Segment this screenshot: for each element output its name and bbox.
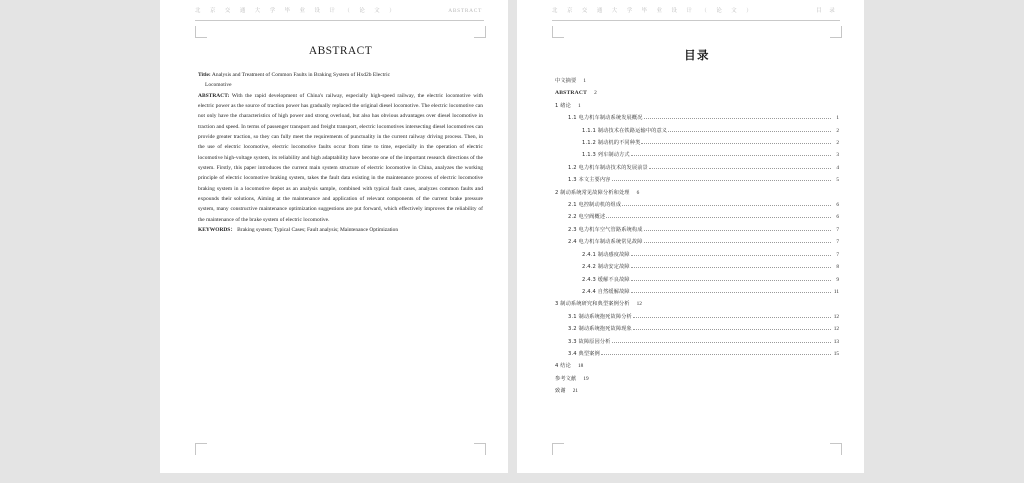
abstract-paragraph <box>198 91 483 225</box>
toc-list <box>555 75 839 398</box>
toc-entry-label: 1.1.2 制动机的不同种类 <box>582 140 641 147</box>
toc-entry-label: 2.3 电力机车空气管路系统构成 <box>568 226 643 233</box>
toc-entry[interactable] <box>555 174 839 186</box>
toc-entry-label: 3.3 故障原因分析 <box>568 338 611 345</box>
page-title: ABSTRACT <box>308 45 373 57</box>
header-left-text: 北 京 交 通 大 学 毕 业 设 计 （ 论 文 ） <box>552 8 756 14</box>
margin-crop-mark-bottom-right <box>474 443 486 455</box>
toc-entry-label: 1.3 本文主要内容 <box>568 177 611 184</box>
toc-dot-leader <box>601 353 831 355</box>
toc-entry[interactable] <box>555 298 839 310</box>
page-running-header <box>552 7 840 21</box>
abstract-label: ABSTRACT: <box>198 92 230 99</box>
header-left-text: 北 京 交 通 大 学 毕 业 设 计 （ 论 文 ） <box>195 8 399 14</box>
toc-dot-leader <box>644 229 831 231</box>
toc-dot-leader <box>631 279 831 281</box>
toc-entry-page-number: 13 <box>833 338 839 345</box>
toc-entry[interactable] <box>555 286 839 298</box>
toc-entry[interactable] <box>555 274 839 286</box>
toc-entry-page-number: 11 <box>833 288 839 295</box>
toc-entry-page-number: 19 <box>583 375 589 382</box>
thesis-title-line <box>198 70 483 91</box>
toc-entry[interactable] <box>555 336 839 348</box>
toc-dot-leader <box>631 154 831 156</box>
toc-entry[interactable] <box>555 348 839 360</box>
toc-dot-leader <box>631 254 831 256</box>
toc-entry[interactable] <box>555 360 839 372</box>
toc-entry[interactable] <box>555 311 839 323</box>
toc-dot-leader <box>631 266 831 268</box>
margin-crop-mark-bottom-right <box>830 443 842 455</box>
toc-dot-leader <box>649 167 831 169</box>
toc-entry-label: 1 绪论 <box>555 102 571 109</box>
toc-dot-leader <box>633 328 831 330</box>
document-page-abstract[interactable] <box>160 0 508 473</box>
abstract-body <box>198 34 483 241</box>
toc-entry-page-number: 1 <box>577 102 581 109</box>
toc-entry[interactable] <box>555 385 839 397</box>
abstract-text: With the rapid development of China's railway, especially high-speed railway, the electric locomotive with electric power as the source of traction power has gradually replaced the original diesel locomotive. The electric locomotive can not only have the characteristics of high power and strong overload, but also has obvious advantages over diesel locomotive in traction and speed. In terms of passenger transport and freight transport, electric locomotives intersecting diesel locomotives can provide greater traction, so they can fully meet the requirements of punctuality in the current railway driving process. Then, in the use of electric locomotive, electric locomotive faults occur from time to time, especially in the operation of electric locomotive high-voltage system, its reliability and high adaptability have become one of the important research directions of the system. Firstly, this paper introduces the current main system structure of electric locomotive in China, analyzes the working principle of electric locomotive braking system, takes the fault data existing in the maintenance process of electric locomotive braking system in a locomotive depot as an analysis sample, combined with typical fault cases, analyzes common faults and expounds their solutions, Aiming at the maintenance and application of relevant components of the current brake pressure system, many constructive maintenance optimization suggestions are put forward, which effectively improves the reliability of the maintenance of the brake system of electric locomotive. <box>198 92 483 223</box>
toc-entry-label: 中文摘要 <box>555 78 577 84</box>
toc-entry-page-number: 1 <box>583 78 587 84</box>
toc-entry[interactable] <box>555 249 839 261</box>
toc-dot-leader <box>631 291 831 293</box>
toc-entry-label: 3.2 制动系统抱死故障现象 <box>568 326 632 333</box>
keywords-line <box>198 225 483 235</box>
toc-dot-leader <box>641 142 831 144</box>
toc-entry[interactable] <box>555 224 839 236</box>
toc-entry-page-number: 2 <box>594 90 597 97</box>
toc-entry[interactable] <box>555 162 839 174</box>
toc-entry[interactable] <box>555 125 839 137</box>
toc-entry-page-number: 7 <box>836 239 839 246</box>
toc-entry-label: 1.1 电力机车制动系统发展概况 <box>568 115 643 122</box>
toc-entry[interactable] <box>555 211 839 223</box>
toc-entry[interactable] <box>555 261 839 273</box>
toc-entry-page-number: 8 <box>836 264 839 271</box>
toc-entry-label: 2.4.1 制动感度故障 <box>582 251 630 258</box>
thesis-title-continuation: Locomotive <box>205 82 232 89</box>
toc-entry[interactable] <box>555 75 839 87</box>
toc-entry-label: 2.2 电空阀概述 <box>568 214 606 221</box>
toc-dot-leader <box>612 179 831 181</box>
thesis-title-text: Analysis and Treatment of Common Faults in Braking System of Hxd2b Electric <box>211 72 391 78</box>
toc-entry-page-number: 2 <box>836 140 839 147</box>
toc-entry-label: ABSTRACT <box>555 90 588 97</box>
toc-dot-leader <box>668 130 831 132</box>
toc-entry[interactable] <box>555 87 839 99</box>
toc-entry-page-number: 7 <box>836 251 839 258</box>
toc-entry-page-number: 6 <box>636 189 640 196</box>
toc-entry-label: 2.4.2 制动安定故障 <box>582 264 630 271</box>
toc-entry[interactable] <box>555 149 839 161</box>
page-running-header <box>195 7 484 21</box>
toc-entry-page-number: 15 <box>833 350 839 357</box>
keywords-label: KEYWORDS： <box>198 227 236 234</box>
toc-entry-label: 2.4.3 缓解不良故障 <box>582 276 630 283</box>
toc-entry[interactable] <box>555 199 839 211</box>
toc-entry-page-number: 3 <box>836 152 839 159</box>
toc-entry-label: 2 制动系统常见故障分析和处理 <box>555 189 630 196</box>
toc-dot-leader <box>606 216 831 218</box>
toc-entry-page-number: 1 <box>836 115 839 122</box>
toc-entry-label: 2.4.4 自然缓解故障 <box>582 288 630 295</box>
toc-entry[interactable] <box>555 236 839 248</box>
toc-dot-leader <box>612 341 831 343</box>
toc-entry[interactable] <box>555 137 839 149</box>
toc-dot-leader <box>622 204 831 206</box>
document-page-toc[interactable] <box>517 0 864 473</box>
toc-entry-label: 2.4 电力机车制动系统常见故障 <box>568 239 643 246</box>
header-right-text: 目 录 <box>816 8 838 14</box>
toc-body <box>555 34 839 398</box>
toc-entry-label: 4 结论 <box>555 363 571 370</box>
toc-entry-page-number: 21 <box>572 388 578 395</box>
toc-entry-label: 1.1.1 制动技术在铁路运输中的意义 <box>582 127 668 134</box>
toc-dot-leader <box>633 316 831 318</box>
toc-entry[interactable] <box>555 100 839 112</box>
toc-dot-leader <box>644 241 831 243</box>
toc-entry-page-number: 6 <box>836 202 839 209</box>
toc-entry-page-number: 2 <box>836 127 839 134</box>
toc-entry[interactable] <box>555 112 839 124</box>
thesis-title-label: Title: <box>198 72 211 78</box>
toc-entry-label: 3.1 制动系统抱死故障分析 <box>568 313 632 320</box>
toc-entry-label: 参考文献 <box>555 375 577 382</box>
toc-entry-page-number: 5 <box>836 177 839 184</box>
toc-entry-page-number: 12 <box>833 313 839 320</box>
margin-crop-mark-bottom-left <box>195 443 207 455</box>
header-right-text: ABSTRACT <box>448 8 482 14</box>
toc-entry-label: 2.1 电控制动机的组成 <box>568 202 622 209</box>
margin-crop-mark-bottom-left <box>552 443 564 455</box>
toc-entry-label: 1.1.3 列车制动方式 <box>582 152 630 159</box>
toc-entry[interactable] <box>555 373 839 385</box>
toc-entry-page-number: 6 <box>836 214 839 221</box>
toc-entry-page-number: 4 <box>836 164 839 171</box>
keywords-text: Braking system; Typical Cases; Fault analysis; Maintenance Optimization <box>237 227 399 234</box>
toc-entry-page-number: 12 <box>833 326 839 333</box>
toc-entry-label: 1.2 电力机车制动技术的发展前景 <box>568 164 648 171</box>
toc-entry-label: 致谢 <box>555 388 566 395</box>
toc-entry-page-number: 12 <box>636 301 642 308</box>
toc-dot-leader <box>644 117 831 119</box>
toc-entry-page-number: 9 <box>836 276 839 283</box>
toc-entry-label: 3 制动系统研究和典型案例分析 <box>555 301 630 308</box>
page-title: 目录 <box>684 48 710 62</box>
toc-entry-page-number: 18 <box>577 363 584 370</box>
toc-entry[interactable] <box>555 323 839 335</box>
toc-entry-label: 3.4 典型案例 <box>568 350 600 357</box>
toc-entry-page-number: 7 <box>836 226 839 233</box>
toc-entry[interactable] <box>555 187 839 199</box>
